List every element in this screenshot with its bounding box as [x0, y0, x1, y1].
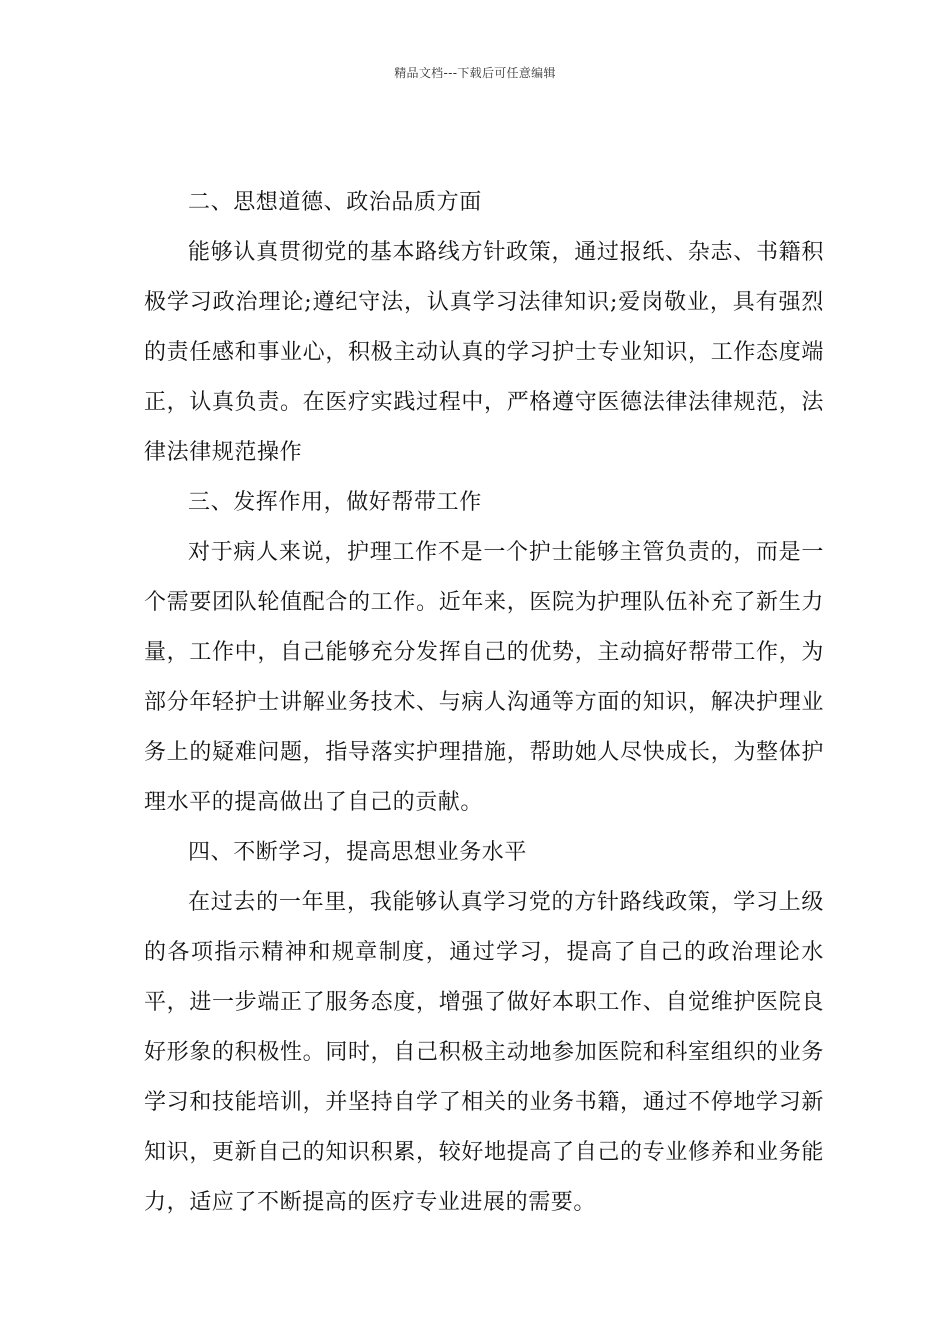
- document-body: [144, 178, 824, 1228]
- page-header: 精品文档---下载后可任意编辑: [394, 66, 556, 80]
- paragraph-mentoring: 对于病人来说，护理工作不是一个护士能够主管负责的，而是一个需要团队轮值配合的工作。近年来，医院为护理队伍补充了新生力量，工作中，自己能够充分发挥自己的优势，主动搞好帮带工作，为部分年轻护士讲解业务技术、与病人沟通等方面的知识，解决护理业务上的疑难问题，指导落实护理措施，帮助她人尽快成长，为整体护理水平的提高做出了自己的贡献。: [144, 540, 824, 815]
- paragraph-ideology: 能够认真贯彻党的基本路线方针政策，通过报纸、杂志、书籍积极学习政治理论;遵纪守法，认真学习法律知识;爱岗敬业，具有强烈的责任感和事业心，积极主动认真的学习护士专业知识，工作态度端正，认真负责。在医疗实践过程中，严格遵守医德法律法律规范，法律法律规范操作: [144, 240, 824, 465]
- section-heading-ideology: 二、思想道德、政治品质方面: [188, 190, 482, 215]
- section-heading-mentoring: 三、发挥作用，做好帮带工作: [188, 490, 482, 515]
- paragraph-learning: 在过去的一年里，我能够认真学习党的方针路线政策，学习上级的各项指示精神和规章制度，通过学习，提高了自己的政治理论水平，进一步端正了服务态度，增强了做好本职工作、自觉维护医院良好形象的积极性。同时，自己积极主动地参加医院和科室组织的业务学习和技能培训，并坚持自学了相关的业务书籍，通过不停地学习新知识，更新自己的知识积累，较好地提高了自己的专业修养和业务能力，适应了不断提高的医疗专业进展的需要。: [144, 890, 824, 1215]
- section-heading-learning: 四、不断学习，提高思想业务水平: [188, 840, 528, 865]
